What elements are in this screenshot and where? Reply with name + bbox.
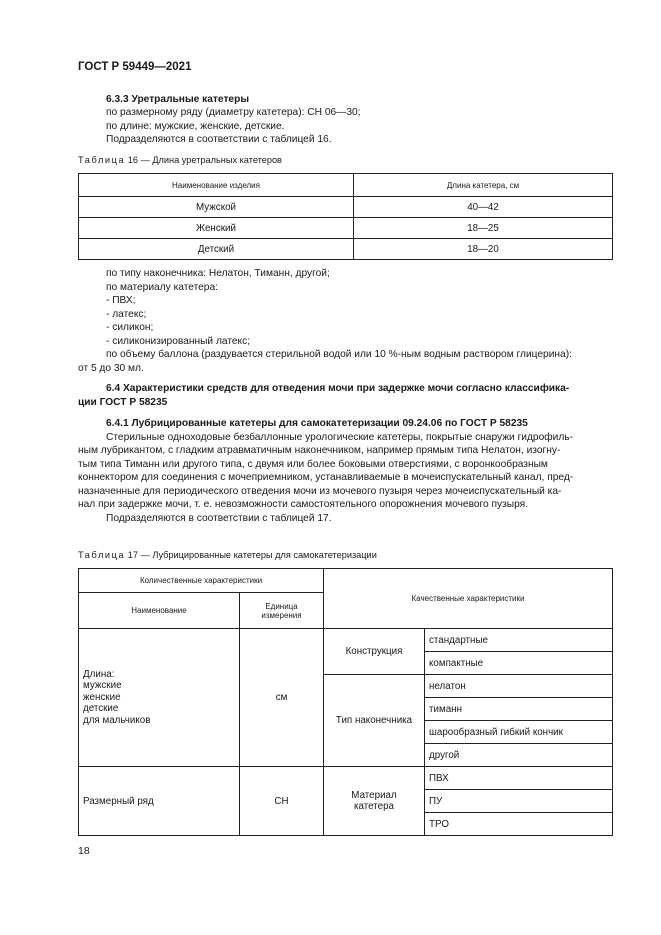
paragraph-line: нал при задержке мочи, т. е. невозможности самостоятельного опорожнения мочевого пузыря. [78, 499, 529, 510]
table17-material-label [324, 767, 425, 836]
section-641-heading: 6.4.1 Лубрицированные катетеры для самокатетеризации 09.24.06 по ГОСТ Р 58235 [106, 418, 528, 429]
table16 [78, 173, 613, 260]
table17-length-line: мужские [83, 680, 122, 692]
list-item: - ПВХ; [106, 295, 136, 306]
paragraph-line: коннектором для соединения с мочеприемником, устанавливаемые в мочеиспускательный канал, пред- [78, 472, 574, 483]
table17-length-line: для мальчиков [83, 714, 151, 726]
table17-value-cell: ТРО [425, 813, 613, 836]
table16-caption [78, 155, 282, 165]
table17-length-line: Длина: [83, 668, 115, 680]
table16-cell-name: Женский [79, 218, 354, 239]
section-633-line: по длине: мужские, женские, детские. [106, 121, 285, 132]
page-number: 18 [78, 845, 90, 857]
list-item: от 5 до 30 мл. [78, 363, 144, 374]
table16-cell-length: 18—25 [354, 218, 613, 239]
table16-cell-name: Мужской [79, 197, 354, 218]
paragraph-line: ным лубрикантом, с гладким атравматичным наконечником, например прямым типа Нелатон, изогну- [78, 445, 561, 456]
list-item: - силикон; [106, 322, 154, 333]
list-item: по материалу катетера: [106, 282, 218, 293]
paragraph-line: тым типа Тиманн или другого типа, с двумя или более боковыми отверстиями, с воронкообразным [78, 459, 548, 470]
table16-caption-title: — Длина уретральных катетеров [140, 155, 282, 165]
paragraph-line: Подразделяются в соответствии с таблицей 17. [106, 513, 332, 524]
table17-length-name [79, 629, 240, 767]
section-633-line: по размерному ряду (диаметру катетера): СН 06—30; [106, 107, 361, 118]
table16-caption-number: 16 [127, 155, 139, 165]
table-row [79, 629, 613, 652]
table16-cell-name: Детский [79, 239, 354, 260]
table17-value-cell: тиманн [425, 698, 613, 721]
section-633-heading: 6.3.3 Уретральные катетеры [106, 94, 250, 105]
section-633-line: Подразделяются в соответствии с таблицей 16. [106, 134, 332, 145]
table17-caption-prefix: Таблица [78, 550, 126, 560]
table16-header-row [79, 174, 613, 197]
table17-value-cell: другой [425, 744, 613, 767]
table-row [79, 239, 613, 260]
table17-value-cell: стандартные [425, 629, 613, 652]
table17-qual-header: Качественные характеристики [324, 569, 613, 629]
table17-unit-header-line2: измерения [261, 610, 302, 620]
table17-value-cell: нелатон [425, 675, 613, 698]
table17-unit-header-line1: Единица [265, 601, 298, 611]
list-item: по объему баллона (раздувается стерильной водой или 10 %-ным водным раствором глицерина): [106, 349, 572, 360]
paragraph-line: назначенные для периодического отведения мочи из мочевого пузыря через мочеиспускательный ка- [78, 486, 562, 497]
table-row [79, 767, 613, 790]
table-row [79, 197, 613, 218]
table16-cell-length: 18—20 [354, 239, 613, 260]
table17-length-line: женские [83, 691, 121, 703]
section-64-heading-cont: ции ГОСТ Р 58235 [78, 397, 168, 408]
table16-col-header-length: Длина катетера, см [354, 174, 613, 197]
table17-value-cell: ПВХ [425, 767, 613, 790]
list-item: - латекс; [106, 309, 147, 320]
table16-col-header-name: Наименование изделия [79, 174, 354, 197]
table17-material-label-line1: Материал [351, 790, 397, 801]
list-item: - силиконизированный латекс; [106, 336, 251, 347]
table17-size-unit: СН [240, 767, 324, 836]
table17-value-cell: компактные [425, 652, 613, 675]
table17-caption-number: 17 [127, 550, 139, 560]
section-64-heading: 6.4 Характеристики средств для отведения мочи при задержке мочи согласно классифика- [106, 383, 570, 394]
table17-quant-header: Количественные характеристики [79, 569, 324, 593]
table17 [78, 568, 613, 836]
table17-size-name: Размерный ряд [79, 767, 240, 836]
table17-name-header: Наименование [79, 593, 240, 629]
table-row [79, 218, 613, 239]
table17-caption [78, 550, 377, 560]
table17-length-line: детские [83, 703, 119, 715]
table17-group-label: Конструкция [324, 629, 425, 675]
table17-value-cell: ПУ [425, 790, 613, 813]
document-code-header: ГОСТ Р 59449—2021 [78, 61, 192, 73]
table16-cell-length: 40—42 [354, 197, 613, 218]
table17-value-cell: шарообразный гибкий кончик [425, 721, 613, 744]
list-item: по типу наконечника: Нелатон, Тиманн, другой; [106, 268, 330, 279]
paragraph-line: Стерильные одноходовые безбаллонные урологические катетеры, покрытые снаружи гидрофиль- [106, 432, 573, 443]
table17-unit-header [240, 593, 324, 629]
table17-material-label-line2: катетера [354, 801, 394, 812]
table17-group-label: Тип наконечника [324, 675, 425, 767]
table17-caption-title: — Лубрицированные катетеры для самокатетеризации [140, 550, 377, 560]
table16-caption-prefix: Таблица [78, 155, 126, 165]
table17-header-row [79, 569, 613, 593]
table17-length-unit: см [240, 629, 324, 767]
